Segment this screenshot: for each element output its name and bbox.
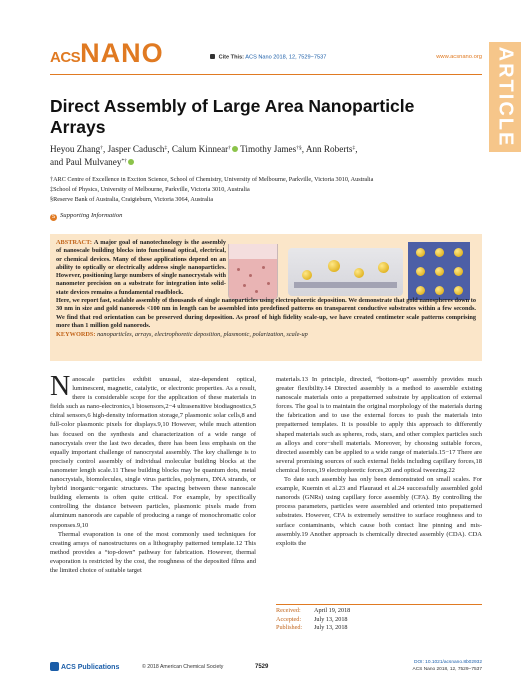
published-row bbox=[276, 624, 482, 633]
side-tab-label: ARTICLE bbox=[494, 46, 517, 148]
copyright: © 2018 American Chemical Society bbox=[142, 664, 224, 670]
author-name[interactable]: Paul Mulvaney bbox=[65, 157, 122, 167]
logo-nano: NANO bbox=[80, 38, 164, 68]
published-label: Published: bbox=[276, 624, 303, 632]
accepted-date: July 13, 2018 bbox=[314, 615, 348, 623]
body-column-left bbox=[50, 371, 256, 575]
cite-label: Cite This: bbox=[218, 54, 245, 61]
page-footer bbox=[50, 660, 482, 674]
cite-ref: 2018, 12, 7529−7537 bbox=[273, 54, 327, 61]
received-date: April 19, 2018 bbox=[314, 607, 351, 614]
article-side-tab bbox=[489, 42, 521, 152]
acs-publications-icon bbox=[50, 662, 59, 671]
body-paragraph: materials.13 In principle, directed, “bottom-up” assembly provides much greater flexibility.14 Directed assembly is a method to assemble existing nanoscale materials onto a prepatterned substrate by application of external forces. The goal is to maintain the original morphology of the materials during the fabrication and to use the external forces to push the materials into prepatterned templates. It is possible to apply this approach to differently shaped materials such as spheres, rods, stars, and other complex particles such as alloys and core−shell materials. Moreover, by choosing suitable forces, directed assembly can be applied to a wide range of materials.15−17 There are several promising sources of such external fields including capillary forces,18 chemical forces,19 electrophoretic forces,20 and optical tweezing.22 bbox=[276, 376, 482, 474]
author-name[interactable]: Timothy James bbox=[240, 144, 297, 154]
affiliations bbox=[50, 175, 482, 205]
author-list: Heyou Zhang†, Jasper Cadusch‡, Calum Kinnear† Timothy James†§, Ann Roberts‡, and Paul Mulvaney*† bbox=[50, 144, 358, 167]
author-name[interactable]: Ann Roberts bbox=[305, 144, 353, 154]
journal-header bbox=[50, 38, 482, 70]
abstract-box bbox=[50, 234, 482, 361]
orcid-icon[interactable] bbox=[128, 159, 134, 165]
author-affil-mark: ‡ bbox=[352, 145, 356, 151]
author-name[interactable]: Calum Kinnear bbox=[171, 144, 229, 154]
citation-line: ACS Nano 2018, 12, 7529−7537 bbox=[412, 666, 482, 672]
lock-icon bbox=[210, 54, 215, 59]
keywords: nanoparticles, arrays, electrophoretic deposition, plasmonic, polarization, scale-up bbox=[97, 331, 308, 339]
affiliation-line: §Reserve Bank of Australia, Craigieburn, Victoria 3064, Australia bbox=[50, 196, 214, 203]
doi-link[interactable]: DOI: 10.1021/acsnano.8b02932 bbox=[413, 660, 482, 665]
publisher-name: ACS Publications bbox=[61, 664, 120, 671]
body-paragraph: To date such assembly has only been demonstrated on small scales. For example, Kuemin et al.23 and Flauraud et al.24 successfully assembled gold nanorods (GNRs) using capillary force assembly (CFA). By controlling the process parameters, particles were assembled and oriented into prepatterned substrates. However, CFA is extremely sensitive to surface roughness and to surface contaminants, which cause both contact line pinning and mis-assembly.19 Another approach is chemically directed assembly (CDA). CDA exploits the bbox=[276, 476, 482, 547]
received-row bbox=[276, 607, 482, 616]
drop-cap: N bbox=[50, 371, 71, 402]
abstract-part2: Here, we report fast, scalable assembly of thousands of single nanoparticles using electrophoretic deposition. We demonstrate that gold nanospheres down to 30 nm in size and gold nanorods <100 nm in length can be assembled into predefined patterns on transparent conductive substrates within a few seconds. We find that rod orientation can be preserved during deposition. As proof of high fidelity scale-up, we have created centimeter scale patterns comprising more than 1 million gold nanorods. bbox=[56, 297, 476, 329]
intro-paragraph bbox=[50, 371, 256, 530]
acs-publications-logo[interactable] bbox=[50, 662, 119, 671]
cite-journal: ACS Nano bbox=[245, 54, 272, 61]
supporting-info-icon: S bbox=[51, 214, 56, 220]
author-name[interactable]: Jasper Cadusch bbox=[107, 144, 165, 154]
doi-block bbox=[413, 660, 482, 673]
affiliation-line: †ARC Centre of Excellence in Exciton Science, School of Chemistry, University of Melbourne, Parkville, Victoria 3010, Australia bbox=[50, 176, 374, 183]
accepted-label: Accepted: bbox=[276, 615, 302, 623]
supporting-information[interactable] bbox=[50, 212, 122, 221]
author-affil-mark: †§ bbox=[296, 145, 302, 151]
affiliation-line: ‡School of Physics, University of Melbourne, Parkville, Victoria 3010, Australia bbox=[50, 186, 250, 193]
author-affil-mark: ‡ bbox=[164, 145, 168, 151]
body-paragraph: Thermal evaporation is one of the most commonly used techniques for creating arrays of nanostructures on a lithography patterned template.12 This method provides a “top-down” pathway for fabrication. However, thermal evaporation is restricted by the cost, the roughness of the deposited films and the limited choice of suitable target bbox=[50, 530, 256, 574]
abstract-text bbox=[56, 239, 476, 340]
intro-text: anoscale particles exhibit unusual, size-dependent optical, luminescent, magnetic, catalytic, or electronic properties. As a result, there is considerable scope for the application of these materials in fields such as nano-electronics,1 biosensors,2−4 ultrasensitive biodiagnostics,5 chiral sensors,6 high-density information storage,7 plasmonic solar cells,8 and full-color plasmonic pixels for displays.9,10 However, while much attention has focused on the synthesis and characterization of a wide range of nanocrystals over the last two decades, there has been less emphasis on the equally important challenge of nanocrystal assembly. The key challenge is to precisely control assembly of individual molecular building blocks at the nanometer length scale.11 These building blocks may be quantum dots, metal nanocrystals, biomolecules, single virus particles, polymers, DNA strands, or hybrid inorganic−organic structures. The spacing between these nanoscale building elements is often quite critical. For example, by specifically controlling the distance between particles, plasmonic pixels made from aluminum nanorods are capable of producing a range of monochromatic color responses.9,10 bbox=[50, 376, 256, 529]
cite-this[interactable] bbox=[210, 54, 326, 61]
author-affil-mark: *† bbox=[121, 158, 127, 164]
keywords-label: KEYWORDS: bbox=[56, 331, 96, 339]
website-link[interactable]: www.acsnano.org bbox=[436, 54, 482, 60]
author-name[interactable]: Heyou Zhang bbox=[50, 144, 101, 154]
received-label: Received: bbox=[276, 607, 301, 614]
published-date: July 13, 2018 bbox=[314, 624, 348, 632]
header-rule bbox=[50, 74, 482, 75]
abstract-part1: A major goal of nanotechnology is the assembly of nanoscale building blocks into functional optical, electrical, or chemical devices. Many of these applications depend on an ability to optically or electrically address single nanoparticles. However, positioning large numbers of single nanocrystals with nanometer precision on a substrate for integration into solid-state devices remains a fundamental roadblock. bbox=[56, 239, 226, 296]
article-title: Direct Assembly of Large Area Nanoparticle Arrays bbox=[50, 96, 415, 137]
body-column-right bbox=[276, 375, 482, 548]
author-affil-mark: † bbox=[228, 145, 231, 151]
abstract-label: ABSTRACT: bbox=[56, 239, 92, 246]
supporting-info-label: Supporting Information bbox=[60, 212, 123, 219]
orcid-icon[interactable] bbox=[232, 146, 238, 152]
accepted-row bbox=[276, 616, 482, 625]
page-number: 7529 bbox=[255, 664, 269, 670]
journal-logo[interactable] bbox=[50, 40, 164, 67]
article-dates bbox=[276, 604, 482, 633]
author-affil-mark: † bbox=[100, 145, 104, 151]
logo-acs: ACS bbox=[50, 49, 81, 66]
